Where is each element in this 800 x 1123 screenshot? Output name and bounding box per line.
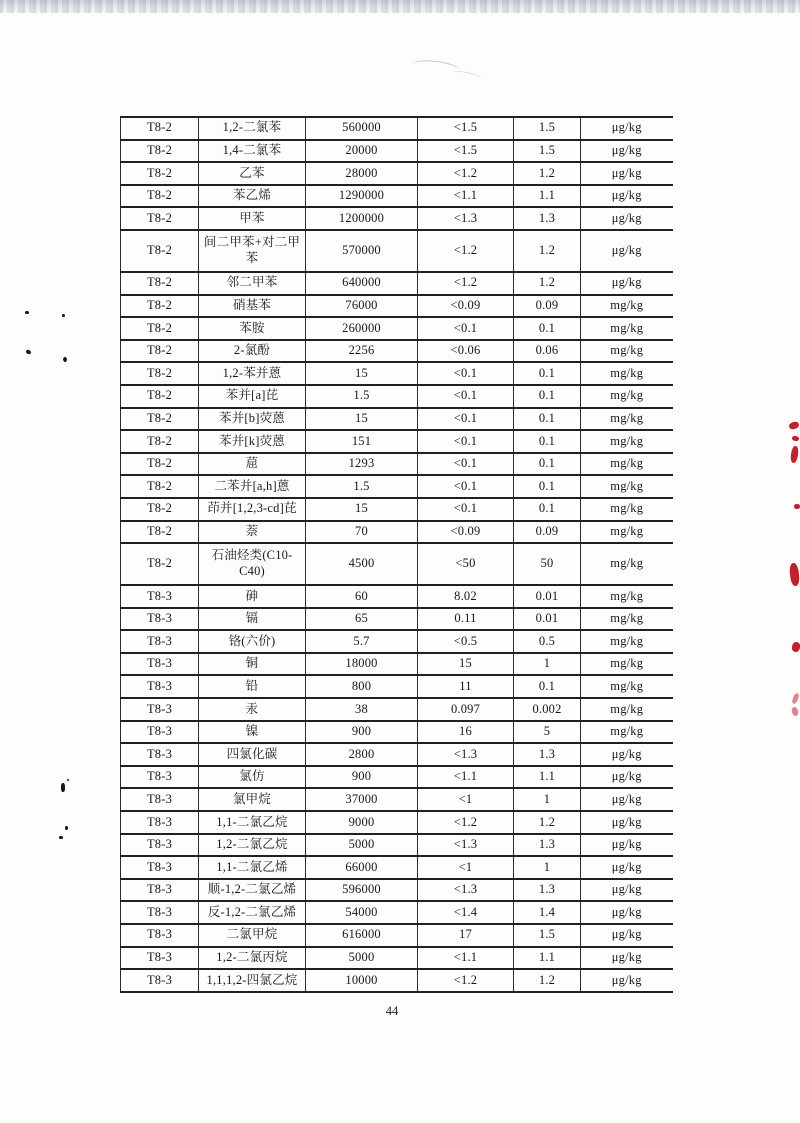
cell-screening-value: 1200000 <box>306 207 418 230</box>
cell-detection-limit: 0.002 <box>514 698 581 721</box>
cell-analyte-name: 顺-1,2-二氯乙烯 <box>199 879 306 902</box>
table-row <box>121 834 673 857</box>
cell-sample-id: T8-2 <box>121 317 199 340</box>
cell-unit: mg/kg <box>581 543 673 585</box>
table-row <box>121 924 673 947</box>
table-row <box>121 630 673 653</box>
cell-sample-id: T8-2 <box>121 543 199 585</box>
table-row <box>121 408 673 431</box>
cell-detection-limit: 0.1 <box>514 362 581 385</box>
cell-detection-limit: 0.1 <box>514 408 581 431</box>
cell-unit: mg/kg <box>581 430 673 453</box>
table-row <box>121 856 673 879</box>
red-ink-mark <box>789 563 800 587</box>
table-row <box>121 340 673 363</box>
cell-sample-id: T8-3 <box>121 811 199 834</box>
cell-result: <0.5 <box>418 630 514 653</box>
cell-sample-id: T8-3 <box>121 901 199 924</box>
cell-analyte-name: 石油烃类(C10-C40) <box>199 543 306 585</box>
cell-sample-id: T8-3 <box>121 675 199 698</box>
cell-analyte-name: 1,2-二氯丙烷 <box>199 947 306 970</box>
table-row <box>121 385 673 408</box>
cell-unit: mg/kg <box>581 475 673 498</box>
cell-result: <1 <box>418 788 514 811</box>
cell-detection-limit: 0.1 <box>514 430 581 453</box>
cell-detection-limit: 1.3 <box>514 879 581 902</box>
table-row <box>121 788 673 811</box>
cell-result: <1.5 <box>418 140 514 163</box>
cell-analyte-name: 二氯甲烷 <box>199 924 306 947</box>
cell-screening-value: 2800 <box>306 743 418 766</box>
cell-result: <0.1 <box>418 362 514 385</box>
cell-sample-id: T8-2 <box>121 185 199 208</box>
cell-detection-limit: 0.1 <box>514 453 581 476</box>
cell-result: 15 <box>418 653 514 676</box>
cell-screening-value: 616000 <box>306 924 418 947</box>
cell-result: <0.1 <box>418 498 514 521</box>
cell-sample-id: T8-3 <box>121 653 199 676</box>
cell-unit: mg/kg <box>581 317 673 340</box>
cell-analyte-name: 1,4-二氯苯 <box>199 140 306 163</box>
cell-analyte-name: 铅 <box>199 675 306 698</box>
cell-result: 0.097 <box>418 698 514 721</box>
cell-sample-id: T8-3 <box>121 947 199 970</box>
cell-detection-limit: 50 <box>514 543 581 585</box>
cell-unit: mg/kg <box>581 698 673 721</box>
cell-sample-id: T8-2 <box>121 140 199 163</box>
cell-unit: mg/kg <box>581 630 673 653</box>
scan-speck <box>25 311 29 314</box>
table-row <box>121 162 673 185</box>
cell-screening-value: 900 <box>306 766 418 789</box>
cell-unit: mg/kg <box>581 498 673 521</box>
cell-detection-limit: 1.2 <box>514 969 581 992</box>
cell-screening-value: 65 <box>306 608 418 631</box>
cell-result: <1.3 <box>418 743 514 766</box>
cell-screening-value: 4500 <box>306 543 418 585</box>
cell-result: 8.02 <box>418 585 514 608</box>
cell-result: 0.11 <box>418 608 514 631</box>
cell-detection-limit: 1.2 <box>514 811 581 834</box>
cell-result: <0.09 <box>418 521 514 544</box>
table-row <box>121 721 673 744</box>
table-row <box>121 766 673 789</box>
cell-analyte-name: 间二甲苯+对二甲苯 <box>199 230 306 272</box>
cell-screening-value: 640000 <box>306 272 418 295</box>
red-ink-mark <box>791 706 799 716</box>
cell-sample-id: T8-2 <box>121 475 199 498</box>
cell-analyte-name: 镍 <box>199 721 306 744</box>
red-ink-mark <box>790 446 799 464</box>
cell-unit: μg/kg <box>581 879 673 902</box>
cell-detection-limit: 1.1 <box>514 947 581 970</box>
table-row <box>121 430 673 453</box>
cell-unit: mg/kg <box>581 608 673 631</box>
cell-unit: mg/kg <box>581 362 673 385</box>
red-ink-mark <box>792 435 800 441</box>
table-row <box>121 543 673 585</box>
cell-unit: mg/kg <box>581 408 673 431</box>
cell-sample-id: T8-3 <box>121 924 199 947</box>
cell-unit: mg/kg <box>581 453 673 476</box>
cell-analyte-name: 汞 <box>199 698 306 721</box>
cell-sample-id: T8-3 <box>121 698 199 721</box>
red-ink-mark <box>788 421 800 431</box>
scan-speck <box>67 779 69 781</box>
cell-sample-id: T8-3 <box>121 766 199 789</box>
cell-sample-id: T8-3 <box>121 969 199 992</box>
cell-analyte-name: 1,1-二氯乙烷 <box>199 811 306 834</box>
cell-detection-limit: 1 <box>514 653 581 676</box>
cell-analyte-name: 1,2-二氯乙烷 <box>199 834 306 857</box>
cell-analyte-name: 1,1-二氯乙烯 <box>199 856 306 879</box>
cell-screening-value: 76000 <box>306 295 418 318</box>
table-row <box>121 879 673 902</box>
cell-analyte-name: 乙苯 <box>199 162 306 185</box>
table-row <box>121 207 673 230</box>
table-row <box>121 317 673 340</box>
cell-sample-id: T8-3 <box>121 788 199 811</box>
cell-analyte-name: 四氯化碳 <box>199 743 306 766</box>
cell-sample-id: T8-3 <box>121 743 199 766</box>
scan-speck <box>61 783 65 792</box>
cell-result: <1.3 <box>418 834 514 857</box>
cell-sample-id: T8-2 <box>121 117 199 140</box>
cell-sample-id: T8-3 <box>121 585 199 608</box>
table-row <box>121 698 673 721</box>
cell-sample-id: T8-3 <box>121 608 199 631</box>
cell-unit: μg/kg <box>581 162 673 185</box>
cell-analyte-name: 2-氯酚 <box>199 340 306 363</box>
cell-unit: mg/kg <box>581 653 673 676</box>
cell-screening-value: 570000 <box>306 230 418 272</box>
cell-result: <1.2 <box>418 162 514 185</box>
table-row <box>121 230 673 272</box>
cell-screening-value: 260000 <box>306 317 418 340</box>
cell-result: <0.1 <box>418 475 514 498</box>
cell-unit: mg/kg <box>581 721 673 744</box>
cell-sample-id: T8-2 <box>121 230 199 272</box>
cell-sample-id: T8-2 <box>121 498 199 521</box>
cell-result: <0.1 <box>418 453 514 476</box>
cell-detection-limit: 0.01 <box>514 585 581 608</box>
cell-detection-limit: 1 <box>514 788 581 811</box>
cell-result: <1.1 <box>418 185 514 208</box>
cell-detection-limit: 0.1 <box>514 317 581 340</box>
cell-detection-limit: 1.5 <box>514 924 581 947</box>
table-row <box>121 498 673 521</box>
cell-screening-value: 15 <box>306 362 418 385</box>
scan-speck <box>25 349 31 354</box>
cell-screening-value: 20000 <box>306 140 418 163</box>
cell-sample-id: T8-2 <box>121 207 199 230</box>
cell-unit: mg/kg <box>581 585 673 608</box>
cell-analyte-name: 1,1,1,2-四氯乙烷 <box>199 969 306 992</box>
cell-result: <1.4 <box>418 901 514 924</box>
scan-speck <box>65 826 68 830</box>
cell-sample-id: T8-2 <box>121 521 199 544</box>
cell-sample-id: T8-2 <box>121 362 199 385</box>
cell-unit: μg/kg <box>581 117 673 140</box>
cell-analyte-name: 苯并[a]芘 <box>199 385 306 408</box>
table-row <box>121 675 673 698</box>
cell-unit: μg/kg <box>581 766 673 789</box>
cell-analyte-name: 苯胺 <box>199 317 306 340</box>
cell-screening-value: 15 <box>306 408 418 431</box>
cell-analyte-name: 茚并[1,2,3-cd]芘 <box>199 498 306 521</box>
cell-screening-value: 15 <box>306 498 418 521</box>
cell-analyte-name: 氯甲烷 <box>199 788 306 811</box>
cell-unit: μg/kg <box>581 947 673 970</box>
pencil-smudge <box>451 69 482 84</box>
cell-detection-limit: 0.1 <box>514 385 581 408</box>
scan-edge-noise <box>0 0 800 13</box>
cell-screening-value: 66000 <box>306 856 418 879</box>
cell-screening-value: 9000 <box>306 811 418 834</box>
cell-unit: μg/kg <box>581 272 673 295</box>
cell-sample-id: T8-3 <box>121 721 199 744</box>
cell-unit: mg/kg <box>581 385 673 408</box>
cell-analyte-name: 苯并[b]荧蒽 <box>199 408 306 431</box>
cell-screening-value: 1290000 <box>306 185 418 208</box>
cell-sample-id: T8-3 <box>121 856 199 879</box>
cell-screening-value: 5.7 <box>306 630 418 653</box>
cell-detection-limit: 0.1 <box>514 475 581 498</box>
cell-analyte-name: 䓛 <box>199 453 306 476</box>
cell-unit: μg/kg <box>581 788 673 811</box>
cell-detection-limit: 0.1 <box>514 675 581 698</box>
cell-unit: mg/kg <box>581 521 673 544</box>
cell-screening-value: 5000 <box>306 834 418 857</box>
cell-unit: mg/kg <box>581 340 673 363</box>
cell-result: <1.3 <box>418 879 514 902</box>
cell-analyte-name: 铜 <box>199 653 306 676</box>
cell-analyte-name: 反-1,2-二氯乙烯 <box>199 901 306 924</box>
cell-screening-value: 18000 <box>306 653 418 676</box>
red-ink-mark <box>791 692 800 704</box>
cell-detection-limit: 1.2 <box>514 272 581 295</box>
cell-screening-value: 1.5 <box>306 385 418 408</box>
cell-sample-id: T8-2 <box>121 430 199 453</box>
cell-screening-value: 60 <box>306 585 418 608</box>
cell-sample-id: T8-2 <box>121 162 199 185</box>
lab-results-table <box>120 116 673 993</box>
cell-detection-limit: 1.2 <box>514 230 581 272</box>
table-row <box>121 811 673 834</box>
cell-detection-limit: 5 <box>514 721 581 744</box>
cell-screening-value: 38 <box>306 698 418 721</box>
cell-unit: mg/kg <box>581 295 673 318</box>
cell-unit: μg/kg <box>581 924 673 947</box>
cell-result: 11 <box>418 675 514 698</box>
cell-unit: μg/kg <box>581 969 673 992</box>
cell-detection-limit: 1.3 <box>514 834 581 857</box>
cell-analyte-name: 镉 <box>199 608 306 631</box>
cell-detection-limit: 0.01 <box>514 608 581 631</box>
cell-screening-value: 560000 <box>306 117 418 140</box>
cell-screening-value: 10000 <box>306 969 418 992</box>
table-row <box>121 475 673 498</box>
cell-result: <0.1 <box>418 317 514 340</box>
cell-sample-id: T8-3 <box>121 630 199 653</box>
cell-detection-limit: 1.3 <box>514 743 581 766</box>
scan-speck <box>62 314 65 317</box>
cell-result: <1.2 <box>418 230 514 272</box>
table-row <box>121 362 673 385</box>
cell-screening-value: 1.5 <box>306 475 418 498</box>
table-row <box>121 947 673 970</box>
cell-result: <50 <box>418 543 514 585</box>
cell-detection-limit: 1.4 <box>514 901 581 924</box>
cell-result: <1.1 <box>418 947 514 970</box>
cell-sample-id: T8-2 <box>121 453 199 476</box>
cell-screening-value: 1293 <box>306 453 418 476</box>
cell-result: <0.1 <box>418 385 514 408</box>
cell-screening-value: 28000 <box>306 162 418 185</box>
table-row <box>121 272 673 295</box>
cell-analyte-name: 甲苯 <box>199 207 306 230</box>
table-row <box>121 521 673 544</box>
table-row <box>121 608 673 631</box>
cell-result: <1.3 <box>418 207 514 230</box>
cell-analyte-name: 砷 <box>199 585 306 608</box>
cell-detection-limit: 0.1 <box>514 498 581 521</box>
table-row <box>121 453 673 476</box>
cell-analyte-name: 氯仿 <box>199 766 306 789</box>
cell-sample-id: T8-2 <box>121 272 199 295</box>
results-table-body <box>121 117 673 992</box>
cell-detection-limit: 1 <box>514 856 581 879</box>
cell-screening-value: 2256 <box>306 340 418 363</box>
cell-unit: μg/kg <box>581 230 673 272</box>
cell-result: <0.1 <box>418 430 514 453</box>
cell-analyte-name: 二苯并[a,h]蒽 <box>199 475 306 498</box>
cell-sample-id: T8-2 <box>121 385 199 408</box>
cell-screening-value: 900 <box>306 721 418 744</box>
red-ink-mark <box>794 504 800 509</box>
table-row <box>121 117 673 140</box>
cell-detection-limit: 1.5 <box>514 117 581 140</box>
cell-screening-value: 37000 <box>306 788 418 811</box>
table-row <box>121 185 673 208</box>
red-ink-mark <box>791 641 800 653</box>
cell-result: 16 <box>418 721 514 744</box>
cell-sample-id: T8-3 <box>121 834 199 857</box>
table-row <box>121 295 673 318</box>
cell-unit: μg/kg <box>581 811 673 834</box>
cell-detection-limit: 1.1 <box>514 185 581 208</box>
table-row <box>121 585 673 608</box>
scan-speck <box>59 836 63 839</box>
cell-result: 17 <box>418 924 514 947</box>
cell-sample-id: T8-2 <box>121 340 199 363</box>
cell-result: <1.1 <box>418 766 514 789</box>
table-row <box>121 653 673 676</box>
cell-screening-value: 800 <box>306 675 418 698</box>
cell-screening-value: 151 <box>306 430 418 453</box>
cell-screening-value: 70 <box>306 521 418 544</box>
cell-unit: μg/kg <box>581 185 673 208</box>
cell-detection-limit: 0.09 <box>514 521 581 544</box>
cell-analyte-name: 苯乙烯 <box>199 185 306 208</box>
cell-screening-value: 54000 <box>306 901 418 924</box>
cell-unit: μg/kg <box>581 901 673 924</box>
cell-detection-limit: 0.06 <box>514 340 581 363</box>
cell-sample-id: T8-3 <box>121 879 199 902</box>
cell-unit: mg/kg <box>581 675 673 698</box>
cell-result: <0.09 <box>418 295 514 318</box>
cell-result: <0.1 <box>418 408 514 431</box>
cell-detection-limit: 1.5 <box>514 140 581 163</box>
table-row <box>121 140 673 163</box>
cell-analyte-name: 硝基苯 <box>199 295 306 318</box>
cell-detection-limit: 1.1 <box>514 766 581 789</box>
cell-unit: μg/kg <box>581 140 673 163</box>
table-row <box>121 743 673 766</box>
cell-result: <1.5 <box>418 117 514 140</box>
cell-detection-limit: 0.09 <box>514 295 581 318</box>
cell-unit: μg/kg <box>581 207 673 230</box>
cell-analyte-name: 萘 <box>199 521 306 544</box>
cell-result: <1.2 <box>418 272 514 295</box>
cell-sample-id: T8-2 <box>121 408 199 431</box>
cell-unit: μg/kg <box>581 834 673 857</box>
scan-speck <box>62 356 68 362</box>
cell-unit: μg/kg <box>581 856 673 879</box>
cell-analyte-name: 1,2-二氯苯 <box>199 117 306 140</box>
cell-result: <1.2 <box>418 811 514 834</box>
cell-result: <1 <box>418 856 514 879</box>
table-row <box>121 969 673 992</box>
cell-screening-value: 5000 <box>306 947 418 970</box>
cell-detection-limit: 1.3 <box>514 207 581 230</box>
page-number: 44 <box>385 1004 399 1018</box>
cell-analyte-name: 邻二甲苯 <box>199 272 306 295</box>
cell-result: <1.2 <box>418 969 514 992</box>
table-row <box>121 901 673 924</box>
cell-unit: μg/kg <box>581 743 673 766</box>
cell-sample-id: T8-2 <box>121 295 199 318</box>
cell-analyte-name: 苯并[k]荧蒽 <box>199 430 306 453</box>
cell-analyte-name: 铬(六价) <box>199 630 306 653</box>
cell-result: <0.06 <box>418 340 514 363</box>
cell-screening-value: 596000 <box>306 879 418 902</box>
cell-analyte-name: 1,2-苯并蒽 <box>199 362 306 385</box>
cell-detection-limit: 0.5 <box>514 630 581 653</box>
cell-detection-limit: 1.2 <box>514 162 581 185</box>
